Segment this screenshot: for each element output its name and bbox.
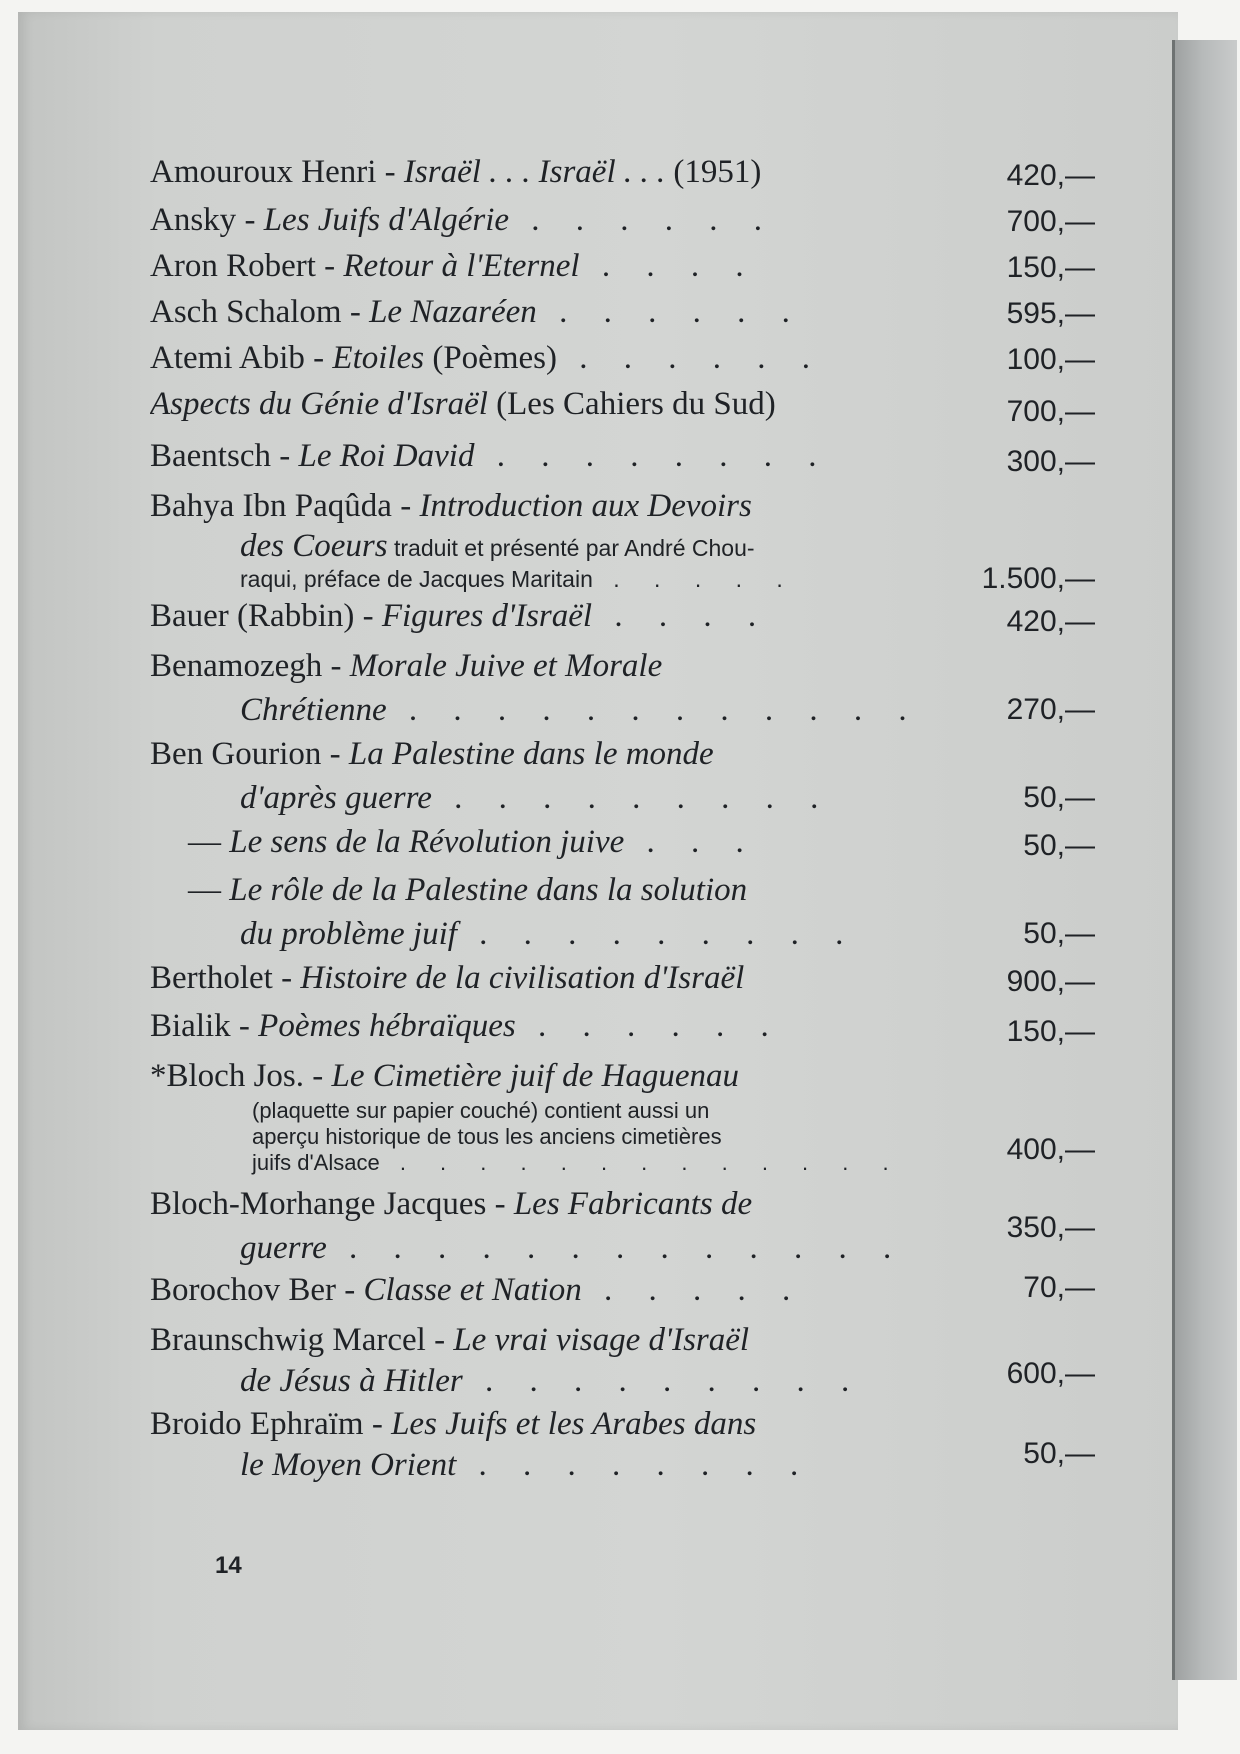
price: 350,—: [1006, 1211, 1095, 1244]
list-item: Benamozegh - Morale Juive et Morale Chrétienne . . . . . . . . . . . . 270,—: [150, 644, 1095, 732]
ditto-dash: —: [188, 824, 221, 860]
price: 70,—: [1023, 1271, 1095, 1304]
book-title-continued: de Jésus à Hitler: [240, 1363, 463, 1399]
book-title: Figures d'Israël: [381, 598, 593, 634]
book-description: (plaquette sur papier couché) contient aussi un: [252, 1098, 710, 1123]
book-title: Histoire de la civilisation d'Israël: [300, 960, 745, 996]
dot-leader: . . . . . . . . .: [431, 780, 833, 816]
dot-leader: . . . . . .: [515, 1008, 783, 1044]
book-title-continued: des Coeurs: [240, 528, 388, 564]
list-item: Bialik - Poèmes hébraïques . . . . . . 150,—: [150, 1004, 1095, 1054]
price: 600,—: [1006, 1357, 1095, 1390]
author: *Bloch Jos.: [150, 1058, 305, 1094]
dot-leader: . . .: [624, 824, 758, 860]
author: Broido Ephraïm: [150, 1406, 364, 1442]
book-catalog-list: [150, 150, 1095, 1486]
book-title-continued: guerre: [240, 1230, 327, 1266]
price: 100,—: [1006, 343, 1095, 376]
dot-leader: . . . . . .: [556, 340, 824, 376]
author: Bahya Ibn Paqûda: [150, 488, 392, 524]
book-title: Le rôle de la Palestine dans la solution: [229, 872, 748, 908]
book-title: Le Roi David: [298, 438, 475, 474]
author: Ben Gourion: [150, 736, 322, 772]
price: 700,—: [1006, 205, 1095, 238]
author: Bauer (Rabbin): [150, 598, 355, 634]
author: Atemi Abib: [150, 340, 305, 376]
dot-leader: . . . . . . . . . . . . .: [379, 1150, 903, 1175]
ditto-dash: —: [188, 872, 221, 908]
page-number: 14: [215, 1552, 242, 1579]
price: 50,—: [1023, 829, 1095, 862]
price: 420,—: [1006, 159, 1095, 192]
dot-leader: . . . . . . . . . . . .: [386, 692, 921, 728]
author: Bloch-Morhange Jacques: [150, 1186, 487, 1222]
list-item: *Bloch Jos. - Le Cimetière juif de Haguenau (plaquette sur papier couché) contient aussi un aperçu historique de tous les anciens cimetières juifs d'Alsace . . . . . . . . . . . . . 400,—: [150, 1058, 1095, 1175]
price: 400,—: [1006, 1133, 1095, 1166]
price: 1.500,—: [981, 562, 1095, 595]
price: 150,—: [1006, 251, 1095, 284]
book-title: Le Nazaréen: [369, 294, 537, 330]
book-title: Morale Juive et Morale: [349, 648, 663, 684]
dot-leader: . . . . . .: [509, 202, 777, 238]
list-item: Ben Gourion - La Palestine dans le monde d'après guerre . . . . . . . . . 50,—: [150, 732, 1095, 820]
price: 595,—: [1006, 297, 1095, 330]
book-title: Retour à l'Eternel: [343, 248, 580, 284]
book-title: Le vrai visage d'Israël: [453, 1322, 750, 1358]
price: 420,—: [1006, 605, 1095, 638]
dot-leader: . . . .: [579, 248, 758, 284]
dot-leader: . . . . . . . . . . . . .: [326, 1230, 906, 1266]
book-description: juifs d'Alsace: [252, 1150, 380, 1175]
list-item: Bauer (Rabbin) - Figures d'Israël . . . . 420,—: [150, 594, 1095, 644]
book-title-continued: du problème juif: [240, 916, 457, 952]
book-title: Etoiles: [332, 340, 425, 376]
list-item: Ansky - Les Juifs d'Algérie . . . . . . 700,—: [150, 198, 1095, 244]
book-title: Poèmes hébraïques: [258, 1008, 516, 1044]
author: Baentsch: [150, 438, 271, 474]
book-title: Le sens de la Révolution juive: [229, 824, 625, 860]
list-item: Atemi Abib - Etoiles (Poèmes) . . . . . . 100,—: [150, 336, 1095, 382]
author: Bertholet: [150, 960, 273, 996]
book-title-continued: Chrétienne: [240, 692, 387, 728]
book-title: Les Juifs d'Algérie: [263, 202, 510, 238]
list-item: Braunschwig Marcel - Le vrai visage d'Israël de Jésus à Hitler . . . . . . . . . 600,—: [150, 1322, 1095, 1399]
book-title: Aspects du Génie d'Israël: [150, 386, 488, 422]
list-item: Bertholet - Histoire de la civilisation d'Israël 900,—: [150, 956, 1095, 1004]
book-description: traduit et présenté par André Chou-: [387, 535, 755, 561]
list-item: [150, 820, 1095, 868]
price: 150,—: [1006, 1015, 1095, 1048]
author: Borochov Ber: [150, 1272, 337, 1308]
price: 270,—: [1006, 693, 1095, 726]
dot-leader: . . . . . . . .: [456, 1447, 813, 1483]
book-title: Les Juifs et les Arabes dans: [391, 1406, 757, 1442]
list-item: Broido Ephraïm - Les Juifs et les Arabes dans le Moyen Orient . . . . . . . . 50,—: [150, 1406, 1095, 1483]
list-item: Borochov Ber - Classe et Nation . . . . . 70,—: [150, 1268, 1095, 1318]
book-title: Classe et Nation: [363, 1272, 582, 1308]
author: Bialik: [150, 1008, 231, 1044]
price: 300,—: [1006, 445, 1095, 478]
author: Benamozegh: [150, 648, 323, 684]
book-title: Introduction aux Devoirs: [419, 488, 752, 524]
dot-leader: . . . . .: [592, 566, 797, 592]
list-item: Aron Robert - Retour à l'Eternel . . . . 150,—: [150, 244, 1095, 290]
dot-leader: . . . . . . . . .: [456, 916, 858, 952]
book-title: La Palestine dans le monde: [348, 736, 714, 772]
author: Braunschwig Marcel: [150, 1322, 426, 1358]
dot-leader: . . . . . . . .: [474, 438, 831, 474]
list-item: Baentsch - Le Roi David . . . . . . . . 300,—: [150, 434, 1095, 484]
author: Amouroux Henri: [150, 154, 377, 190]
price: 50,—: [1023, 1437, 1095, 1470]
list-item: Bloch-Morhange Jacques - Les Fabricants de guerre . . . . . . . . . . . . . 350,—: [150, 1186, 1095, 1266]
list-item: Aspects du Génie d'Israël (Les Cahiers du Sud) 700,—: [150, 382, 1095, 434]
price: 50,—: [1023, 917, 1095, 950]
book-title: Les Fabricants de: [513, 1186, 753, 1222]
author: Asch Schalom: [150, 294, 342, 330]
book-title-continued: le Moyen Orient: [240, 1447, 457, 1483]
list-item: Bahya Ibn Paqûda - Introduction aux Devoirs des Coeurs traduit et présenté par André Chou- raqui, préface de Jacques Maritain . . . . . 1.500,—: [150, 488, 1095, 595]
author: Aron Robert: [150, 248, 316, 284]
next-page-edge: [1172, 40, 1237, 1680]
book-title: Israël . . . Israël . . .: [403, 154, 666, 190]
book-title-continued: d'après guerre: [240, 780, 432, 816]
dot-leader: . . . . . . . . .: [462, 1363, 864, 1399]
list-item: Asch Schalom - Le Nazaréen . . . . . . 595,—: [150, 290, 1095, 336]
price: 700,—: [1006, 395, 1095, 428]
price: 50,—: [1023, 781, 1095, 814]
price: 900,—: [1006, 965, 1095, 998]
list-item: [150, 868, 1095, 956]
dot-leader: . . . .: [592, 598, 771, 634]
book-description: aperçu historique de tous les anciens cimetières: [252, 1124, 722, 1149]
dot-leader: . . . . .: [581, 1272, 805, 1308]
book-title: Le Cimetière juif de Haguenau: [331, 1058, 740, 1094]
book-description: raqui, préface de Jacques Maritain: [240, 566, 593, 592]
author: Ansky: [150, 202, 237, 238]
dot-leader: . . . . . .: [536, 294, 804, 330]
list-item: Amouroux Henri - Israël . . . Israël . . . (1951) 420,—: [150, 150, 1095, 198]
